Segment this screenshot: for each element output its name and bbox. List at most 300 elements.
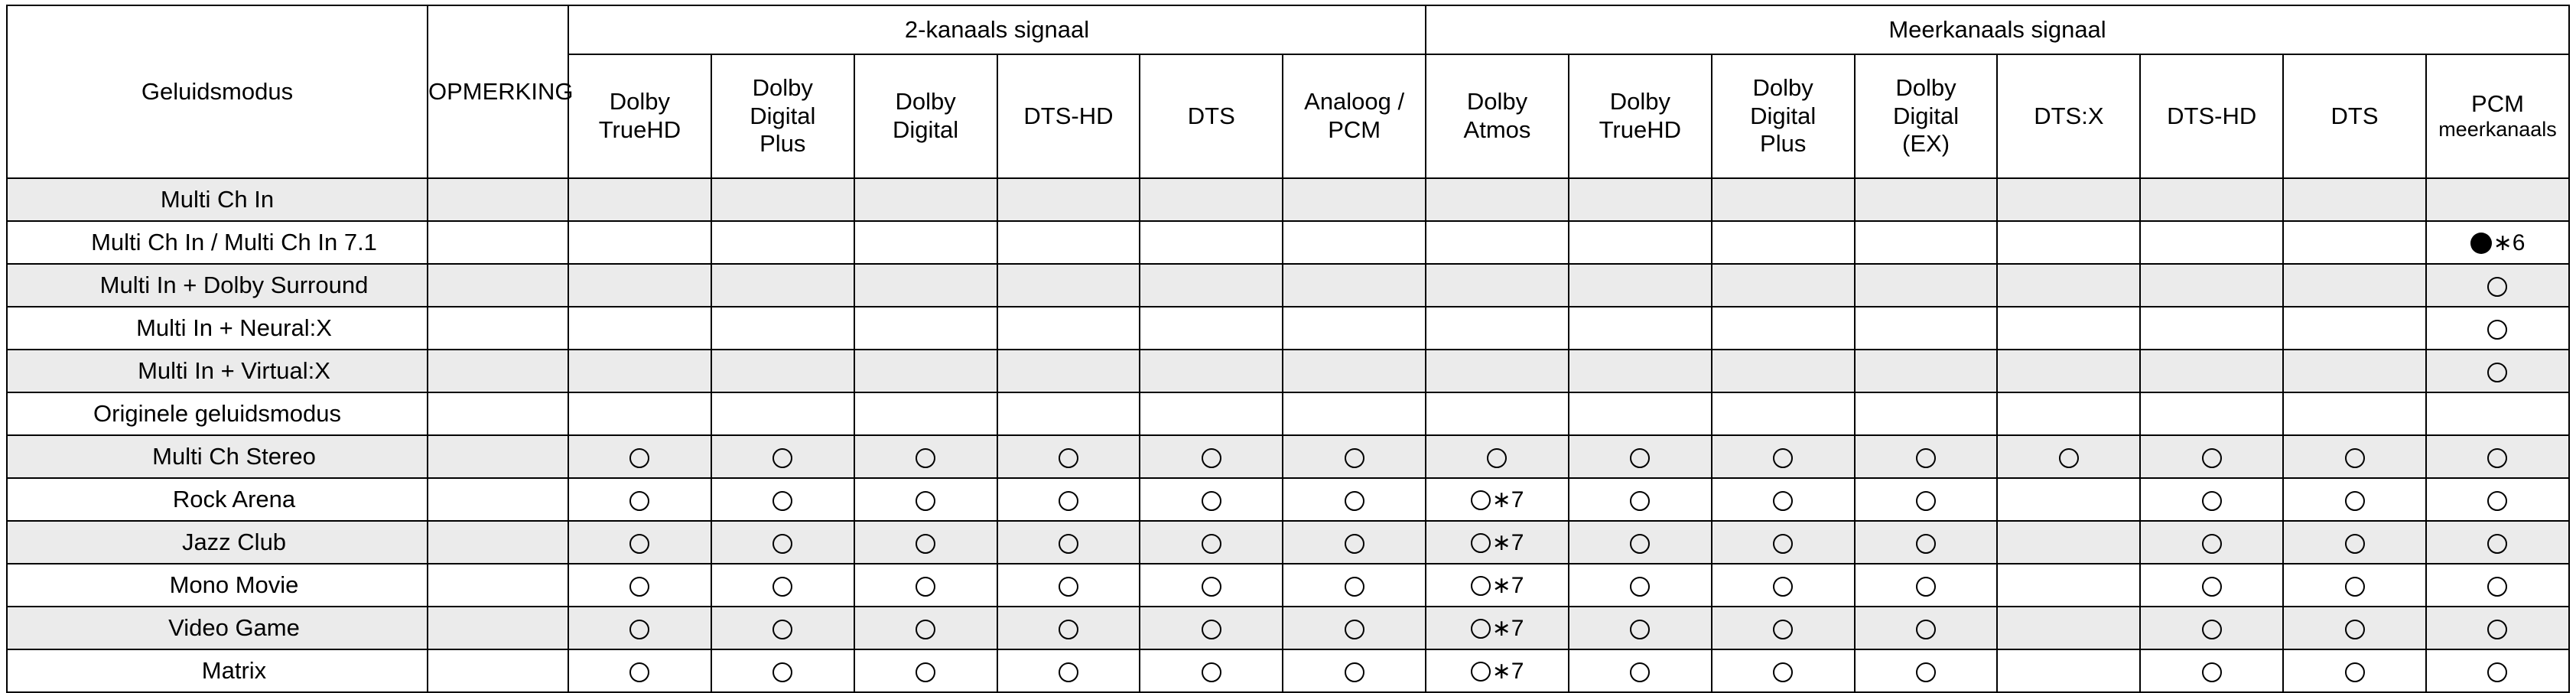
- cell-support: [1997, 521, 2140, 564]
- column-header-analog-pcm-2ch: [1283, 54, 1426, 178]
- cell-support: [2283, 307, 2426, 350]
- footnote-marker: ∗7: [1491, 530, 1524, 556]
- open-circle-icon: [2487, 448, 2507, 468]
- cell-note: [428, 221, 568, 264]
- open-circle-icon: [1471, 490, 1491, 510]
- cell-support: [997, 221, 1140, 264]
- table-row: [7, 178, 2569, 221]
- row-label: Matrix: [7, 649, 428, 692]
- section-label: Originele geluidsmodus: [7, 392, 428, 435]
- col-line1: DTS:X: [2034, 102, 2104, 129]
- open-circle-icon: [1773, 534, 1793, 554]
- open-circle-icon: [916, 534, 935, 554]
- cell-support: [1426, 392, 1569, 435]
- cell-support: [1426, 264, 1569, 307]
- cell-support: [711, 350, 854, 392]
- cell-support: [711, 178, 854, 221]
- cell-note: [428, 435, 568, 478]
- col-line2: Digital: [750, 102, 816, 129]
- cell-support: [568, 478, 711, 521]
- filled-circle-icon: [2470, 233, 2492, 254]
- open-circle-icon: [2345, 448, 2365, 468]
- open-circle-icon: [1202, 662, 1221, 682]
- cell-support: [1855, 307, 1998, 350]
- cell-support: [2426, 564, 2569, 607]
- cell-support: [854, 649, 997, 692]
- cell-support: [997, 178, 1140, 221]
- cell-support: [1712, 307, 1855, 350]
- open-circle-icon: [1916, 662, 1936, 682]
- open-circle-icon: [629, 448, 649, 468]
- cell-support: [1855, 178, 1998, 221]
- section-label: Multi Ch In: [7, 178, 428, 221]
- col-line1: Dolby: [752, 74, 813, 102]
- col-line1: PCM: [2471, 89, 2524, 117]
- cell-support: [854, 478, 997, 521]
- table-body: [7, 178, 2569, 692]
- cell-support: [1855, 264, 1998, 307]
- cell-support: [2283, 564, 2426, 607]
- cell-support: [1712, 392, 1855, 435]
- cell-support: [1997, 350, 2140, 392]
- open-circle-icon: [1916, 534, 1936, 554]
- cell-support: [1569, 521, 1712, 564]
- cell-support: [568, 392, 711, 435]
- cell-support: [568, 221, 711, 264]
- open-circle-icon: [1059, 534, 1078, 554]
- open-circle-icon: [2345, 491, 2365, 511]
- table-row: [7, 478, 2569, 521]
- cell-support: [568, 178, 711, 221]
- col-line1: Dolby: [1752, 74, 1813, 102]
- cell-support: [854, 564, 997, 607]
- column-header-dolby-digital-ex-multi: [1855, 54, 1998, 178]
- col-line1: DTS-HD: [1023, 102, 1114, 129]
- table-row: [7, 521, 2569, 564]
- open-circle-icon: [2487, 277, 2507, 297]
- table-header: [7, 5, 2569, 178]
- cell-support: [2140, 307, 2283, 350]
- open-circle-icon: [916, 448, 935, 468]
- open-circle-icon: [2202, 620, 2222, 639]
- cell-support: [2283, 178, 2426, 221]
- open-circle-icon: [1630, 491, 1650, 511]
- column-header-dts-hd-2ch: [997, 54, 1140, 178]
- cell-support: [1426, 435, 1569, 478]
- cell-support: [854, 392, 997, 435]
- row-label: Multi Ch Stereo: [7, 435, 428, 478]
- column-header-dolby-digital-plus-multi: [1712, 54, 1855, 178]
- cell-support: [1712, 649, 1855, 692]
- cell-support: [711, 221, 854, 264]
- row-label: Multi In + Virtual:X: [7, 350, 428, 392]
- open-circle-icon: [1773, 620, 1793, 639]
- col-line3: Plus: [759, 130, 806, 158]
- open-circle-icon: [629, 491, 649, 511]
- cell-support: [997, 478, 1140, 521]
- col-line1: Dolby: [895, 88, 956, 116]
- cell-support: [1855, 435, 1998, 478]
- open-circle-icon: [1345, 534, 1364, 554]
- cell-support: [2426, 521, 2569, 564]
- cell-support: [1997, 307, 2140, 350]
- cell-support: [1140, 392, 1283, 435]
- row-label: Multi Ch In / Multi Ch In 7.1: [7, 221, 428, 264]
- cell-support: [1712, 178, 1855, 221]
- cell-support: [1569, 350, 1712, 392]
- cell-support: [1283, 392, 1426, 435]
- open-circle-icon: [1630, 534, 1650, 554]
- cell-support: [2283, 392, 2426, 435]
- cell-support: [1855, 392, 1998, 435]
- cell-support: [2140, 350, 2283, 392]
- cell-support: [711, 521, 854, 564]
- cell-support: [1426, 221, 1569, 264]
- open-circle-icon: [2202, 534, 2222, 554]
- cell-support: [1283, 478, 1426, 521]
- row-label: Video Game: [7, 607, 428, 649]
- cell-support: [568, 649, 711, 692]
- column-header-dolby-truehd-multi: [1569, 54, 1712, 178]
- open-circle-icon: [2487, 620, 2507, 639]
- cell-support: [1283, 178, 1426, 221]
- open-circle-icon: [1059, 577, 1078, 597]
- col-line1: DTS-HD: [2167, 102, 2257, 129]
- col-line2: Digital: [1750, 102, 1817, 129]
- open-circle-icon: [772, 491, 792, 511]
- cell-support: [1855, 478, 1998, 521]
- cell-support: [1569, 392, 1712, 435]
- cell-support: [2283, 264, 2426, 307]
- cell-support: [1997, 392, 2140, 435]
- cell-support: [854, 264, 997, 307]
- cell-support: [854, 221, 997, 264]
- table-row: [7, 221, 2569, 264]
- cell-support: [2426, 478, 2569, 521]
- open-circle-icon: [2345, 662, 2365, 682]
- cell-support: [997, 649, 1140, 692]
- col-line2: TrueHD: [598, 116, 681, 143]
- open-circle-icon: [772, 662, 792, 682]
- cell-support: [1283, 221, 1426, 264]
- column-header-pcm-multi: [2426, 54, 2569, 178]
- open-circle-icon: [1345, 662, 1364, 682]
- open-circle-icon: [1202, 491, 1221, 511]
- cell-support: [997, 607, 1140, 649]
- open-circle-icon: [2059, 448, 2079, 468]
- cell-support: [854, 607, 997, 649]
- cell-support: [1569, 607, 1712, 649]
- cell-support: [1569, 264, 1712, 307]
- open-circle-icon: [2345, 534, 2365, 554]
- open-circle-icon: [2202, 491, 2222, 511]
- cell-support: [2283, 521, 2426, 564]
- open-circle-icon: [1773, 577, 1793, 597]
- cell-support: [568, 564, 711, 607]
- col-line2: PCM: [1328, 116, 1381, 143]
- cell-support: [2140, 221, 2283, 264]
- cell-note: [428, 178, 568, 221]
- cell-support: [1426, 307, 1569, 350]
- open-circle-icon: [772, 534, 792, 554]
- open-circle-icon: [1059, 662, 1078, 682]
- column-header-dolby-truehd-2ch: [568, 54, 711, 178]
- cell-support: [1569, 307, 1712, 350]
- cell-support: [1997, 221, 2140, 264]
- cell-support: [997, 435, 1140, 478]
- open-circle-icon: [2487, 320, 2507, 340]
- cell-support: [2140, 178, 2283, 221]
- open-circle-icon: [1773, 662, 1793, 682]
- cell-support: [1283, 435, 1426, 478]
- cell-note: [428, 307, 568, 350]
- cell-support: [1283, 350, 1426, 392]
- cell-support: [568, 435, 711, 478]
- open-circle-icon: [772, 620, 792, 639]
- open-circle-icon: [1202, 534, 1221, 554]
- open-circle-icon: [1916, 448, 1936, 468]
- cell-note: [428, 607, 568, 649]
- open-circle-icon: [629, 662, 649, 682]
- open-circle-icon: [1202, 620, 1221, 639]
- cell-support: [997, 564, 1140, 607]
- open-circle-icon: [772, 448, 792, 468]
- column-header-sound-mode: Geluidsmodus: [7, 5, 428, 178]
- cell-note: [428, 350, 568, 392]
- cell-support: [997, 392, 1140, 435]
- table-row: [7, 307, 2569, 350]
- cell-support: [1140, 178, 1283, 221]
- open-circle-icon: [2345, 620, 2365, 639]
- table-row: [7, 649, 2569, 692]
- cell-support: [2426, 221, 2569, 264]
- cell-support: [1855, 350, 1998, 392]
- cell-support: [1712, 564, 1855, 607]
- row-label: Multi In + Dolby Surround: [7, 264, 428, 307]
- cell-note: [428, 478, 568, 521]
- cell-support: [711, 435, 854, 478]
- cell-support: [1855, 221, 1998, 264]
- cell-support: [1997, 607, 2140, 649]
- col-line1: DTS: [2330, 102, 2379, 129]
- open-circle-icon: [2487, 491, 2507, 511]
- cell-support: [1569, 221, 1712, 264]
- col-line1: Dolby: [1466, 88, 1528, 116]
- cell-support: [1712, 264, 1855, 307]
- column-header-dolby-digital-plus-2ch: [711, 54, 854, 178]
- cell-note: [428, 649, 568, 692]
- cell-support: [2426, 264, 2569, 307]
- cell-support: [2140, 607, 2283, 649]
- cell-support: [1569, 435, 1712, 478]
- cell-support: [997, 350, 1140, 392]
- col-line1: Analoog /: [1304, 88, 1405, 116]
- table-row: [7, 607, 2569, 649]
- table-row: [7, 264, 2569, 307]
- sound-mode-compatibility-table: [6, 5, 2570, 693]
- cell-support: [1283, 307, 1426, 350]
- footnote-marker: ∗7: [1491, 616, 1524, 642]
- col-line1: Dolby: [609, 88, 671, 116]
- cell-support: [1426, 521, 1569, 564]
- cell-support: [568, 350, 711, 392]
- cell-support: [2283, 478, 2426, 521]
- column-group-2-channel: 2-kanaals signaal: [568, 5, 1426, 54]
- column-header-dolby-digital-2ch: [854, 54, 997, 178]
- cell-support: [711, 307, 854, 350]
- table-row: [7, 350, 2569, 392]
- cell-support: [2140, 264, 2283, 307]
- cell-support: [711, 392, 854, 435]
- cell-support: [1426, 478, 1569, 521]
- cell-support: [1855, 649, 1998, 692]
- cell-support: [1140, 435, 1283, 478]
- cell-support: [1283, 564, 1426, 607]
- footnote-marker: ∗7: [1491, 573, 1524, 599]
- cell-support: [1712, 478, 1855, 521]
- cell-support: [1283, 649, 1426, 692]
- col-line1: Dolby: [1609, 88, 1670, 116]
- open-circle-icon: [1345, 620, 1364, 639]
- cell-support: [1997, 478, 2140, 521]
- open-circle-icon: [1059, 620, 1078, 639]
- cell-support: [1712, 435, 1855, 478]
- cell-support: [1569, 649, 1712, 692]
- cell-support: [1426, 178, 1569, 221]
- table-row: [7, 564, 2569, 607]
- col-line2: Atmos: [1463, 116, 1531, 143]
- cell-support: [2426, 392, 2569, 435]
- cell-support: [711, 607, 854, 649]
- cell-support: [997, 264, 1140, 307]
- column-header-dts-2ch: [1140, 54, 1283, 178]
- open-circle-icon: [2487, 577, 2507, 597]
- open-circle-icon: [2202, 577, 2222, 597]
- cell-support: [2283, 221, 2426, 264]
- open-circle-icon: [629, 577, 649, 597]
- cell-note: [428, 392, 568, 435]
- cell-support: [1140, 350, 1283, 392]
- col-line1: DTS: [1187, 102, 1235, 129]
- cell-support: [2426, 350, 2569, 392]
- cell-support: [1997, 649, 2140, 692]
- open-circle-icon: [1916, 491, 1936, 511]
- cell-support: [854, 178, 997, 221]
- cell-support: [1712, 221, 1855, 264]
- cell-support: [711, 564, 854, 607]
- cell-support: [854, 435, 997, 478]
- row-label: Multi In + Neural:X: [7, 307, 428, 350]
- cell-support: [711, 478, 854, 521]
- row-label: Mono Movie: [7, 564, 428, 607]
- table-row: [7, 435, 2569, 478]
- cell-support: [1140, 478, 1283, 521]
- column-group-multichannel: Meerkanaals signaal: [1426, 5, 2569, 54]
- footnote-marker: ∗7: [1491, 659, 1524, 685]
- open-circle-icon: [629, 620, 649, 639]
- col-line3: Plus: [1760, 130, 1807, 158]
- column-header-dts-hd-multi: [2140, 54, 2283, 178]
- open-circle-icon: [1471, 533, 1491, 553]
- open-circle-icon: [1345, 577, 1364, 597]
- cell-support: [1569, 564, 1712, 607]
- cell-support: [2426, 435, 2569, 478]
- footnote-marker: ∗7: [1491, 487, 1524, 513]
- open-circle-icon: [2487, 363, 2507, 382]
- cell-support: [854, 307, 997, 350]
- cell-support: [1569, 178, 1712, 221]
- column-header-dtsx-multi: [1997, 54, 2140, 178]
- cell-support: [2426, 607, 2569, 649]
- cell-support: [854, 350, 997, 392]
- cell-support: [2140, 435, 2283, 478]
- cell-support: [2426, 178, 2569, 221]
- cell-support: [1140, 221, 1283, 264]
- cell-support: [1140, 649, 1283, 692]
- open-circle-icon: [1630, 662, 1650, 682]
- col-line1: Dolby: [1895, 74, 1956, 102]
- open-circle-icon: [772, 577, 792, 597]
- cell-support: [711, 264, 854, 307]
- col-line3: (EX): [1902, 130, 1950, 158]
- col-line2: TrueHD: [1599, 116, 1682, 143]
- open-circle-icon: [1059, 448, 1078, 468]
- cell-support: [1855, 521, 1998, 564]
- cell-support: [1140, 521, 1283, 564]
- cell-note: [428, 521, 568, 564]
- col-line2: meerkanaals: [2438, 118, 2557, 142]
- cell-support: [2283, 649, 2426, 692]
- open-circle-icon: [1630, 448, 1650, 468]
- cell-support: [1426, 564, 1569, 607]
- cell-support: [2140, 392, 2283, 435]
- open-circle-icon: [1471, 662, 1491, 682]
- cell-support: [2426, 307, 2569, 350]
- cell-support: [1855, 564, 1998, 607]
- open-circle-icon: [1773, 491, 1793, 511]
- cell-support: [2140, 564, 2283, 607]
- cell-support: [854, 521, 997, 564]
- open-circle-icon: [1916, 620, 1936, 639]
- open-circle-icon: [1345, 491, 1364, 511]
- open-circle-icon: [1773, 448, 1793, 468]
- open-circle-icon: [2487, 662, 2507, 682]
- cell-support: [1283, 607, 1426, 649]
- cell-support: [711, 649, 854, 692]
- cell-support: [1140, 264, 1283, 307]
- row-label: Jazz Club: [7, 521, 428, 564]
- column-header-dolby-atmos-multi: [1426, 54, 1569, 178]
- cell-support: [568, 264, 711, 307]
- open-circle-icon: [1059, 491, 1078, 511]
- open-circle-icon: [916, 662, 935, 682]
- column-header-note: OPMERKING: [428, 5, 568, 178]
- row-label: Rock Arena: [7, 478, 428, 521]
- cell-support: [997, 307, 1140, 350]
- cell-support: [1140, 607, 1283, 649]
- cell-support: [2283, 607, 2426, 649]
- cell-support: [1712, 521, 1855, 564]
- open-circle-icon: [1916, 577, 1936, 597]
- open-circle-icon: [2487, 534, 2507, 554]
- cell-support: [1426, 607, 1569, 649]
- cell-support: [2140, 649, 2283, 692]
- open-circle-icon: [916, 620, 935, 639]
- header-row-groups: [7, 5, 2569, 54]
- col-line2: Digital: [893, 116, 959, 143]
- cell-support: [1426, 350, 1569, 392]
- table-row: [7, 392, 2569, 435]
